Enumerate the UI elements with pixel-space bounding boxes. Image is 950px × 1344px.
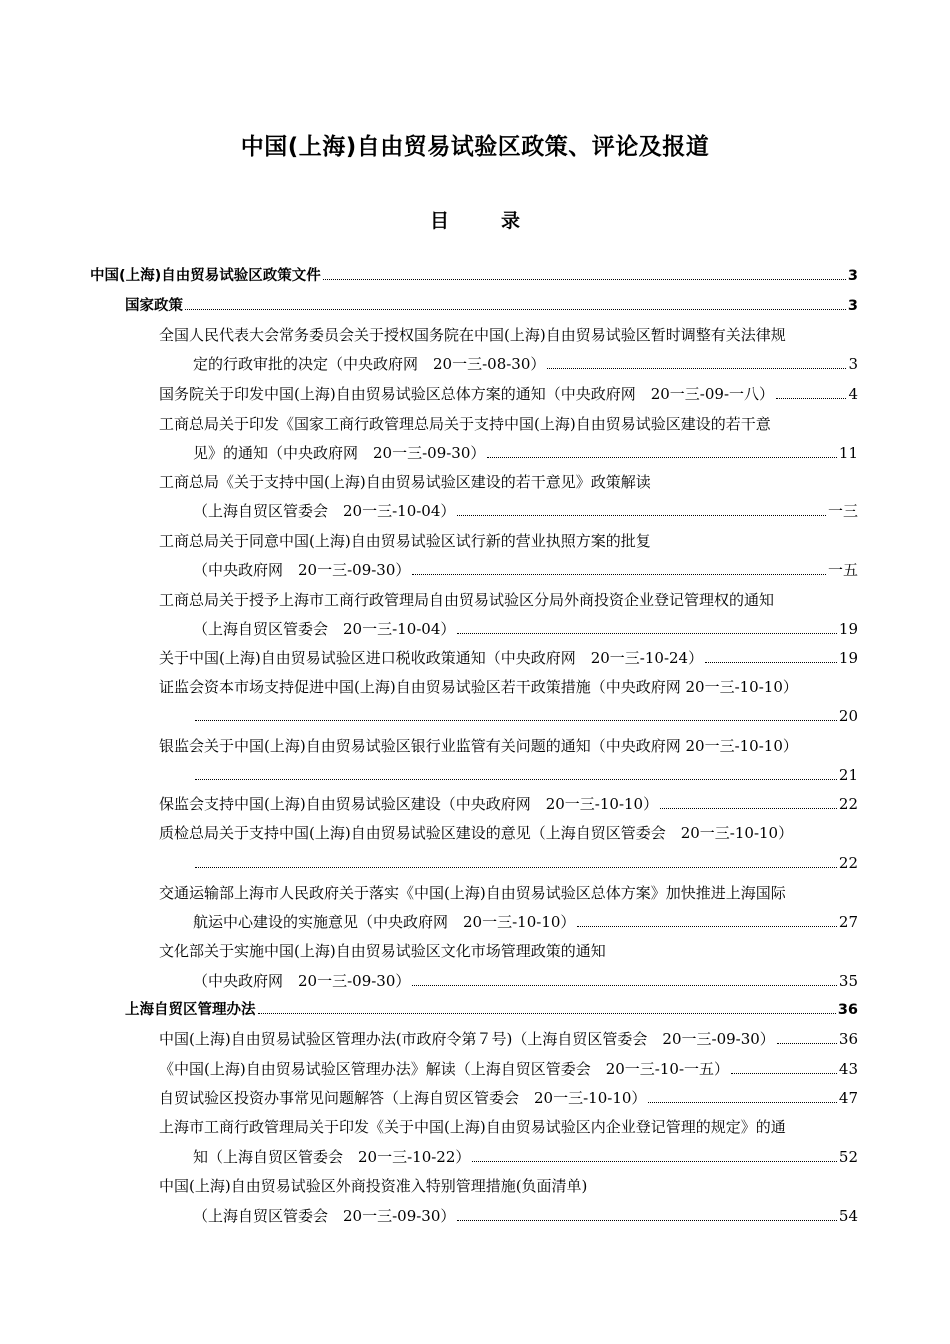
- toc-entry[interactable]: 自贸试验区投资办事常见问题解答（上海自贸区管委会 20一三-10-10） 47: [159, 1089, 858, 1107]
- toc-entry-text: 上海自贸区管理办法: [125, 1002, 256, 1018]
- toc-entry-line[interactable]: 交通运输部上海市人民政府关于落实《中国(上海)自由贸易试验区总体方案》加快推进上海国际: [159, 884, 786, 902]
- toc-entry[interactable]: [193, 853, 858, 873]
- toc-page-number: 54: [838, 1207, 858, 1225]
- toc-entry-line[interactable]: 质检总局关于支持中国(上海)自由贸易试验区建设的意见（上海自贸区管委会 20一三-10-10）: [159, 824, 794, 842]
- toc-page-number: 11: [838, 444, 858, 462]
- toc-entry[interactable]: （上海自贸区管委会 20一三-10-04） 19: [193, 620, 858, 638]
- toc-page-number: 一三: [827, 502, 858, 520]
- toc-entry[interactable]: 关于中国(上海)自由贸易试验区进口税收政策通知（中央政府网 20一三-10-24） 19: [159, 649, 858, 667]
- toc-entry-text: 国家政策: [125, 298, 183, 314]
- toc-page-number: 4: [848, 385, 858, 403]
- toc-entry[interactable]: [193, 706, 858, 726]
- toc-entry-line[interactable]: 工商总局《关于支持中国(上海)自由贸易试验区建设的若干意见》政策解读: [159, 473, 651, 491]
- toc-page-number: 27: [838, 913, 858, 931]
- toc-page-number: 36: [838, 1030, 858, 1048]
- toc-entry-shanghai-measures[interactable]: [125, 1000, 858, 1020]
- toc-entry-line[interactable]: 工商总局关于印发《国家工商行政管理总局关于支持中国(上海)自由贸易试验区建设的若干意: [159, 415, 771, 433]
- toc-entry[interactable]: 航运中心建设的实施意见（中央政府网 20一三-10-10） 27: [193, 913, 858, 931]
- toc-page-number: 35: [838, 972, 858, 990]
- toc-entry[interactable]: 保监会支持中国(上海)自由贸易试验区建设（中央政府网 20一三-10-10） 22: [159, 795, 858, 813]
- toc-entry[interactable]: （中央政府网 20一三-09-30） 一五: [193, 561, 858, 579]
- toc-page-number: 43: [838, 1060, 858, 1078]
- toc-entry-line[interactable]: 中国(上海)自由贸易试验区外商投资准入特别管理措施(负面清单): [159, 1177, 588, 1195]
- toc-entry[interactable]: 中国(上海)自由贸易试验区管理办法(市政府令第７号)（上海自贸区管委会 20一三-09-30） 36: [159, 1030, 858, 1048]
- toc-heading-char-1: 目: [429, 210, 449, 232]
- toc-entry-national-policy[interactable]: [125, 296, 858, 316]
- toc-page-number: 19: [838, 620, 858, 638]
- toc-page-number: 3: [847, 298, 858, 314]
- toc-entry-policy-files[interactable]: [90, 266, 858, 286]
- toc-entry-line[interactable]: 上海市工商行政管理局关于印发《关于中国(上海)自由贸易试验区内企业登记管理的规定》的通: [159, 1118, 786, 1136]
- toc-page-number: 3: [847, 268, 858, 284]
- toc-page-number: 21: [838, 766, 858, 784]
- toc-page-number: 20: [838, 707, 858, 725]
- toc-entry[interactable]: 知（上海自贸区管委会 20一三-10-22） 52: [193, 1148, 858, 1166]
- document-title: 中国(上海)自由贸易试验区政策、评论及报道: [240, 134, 710, 160]
- toc-entry-text: 中国(上海)自由贸易试验区政策文件: [90, 268, 321, 284]
- toc-page-number: 3: [848, 355, 858, 373]
- toc-entry-line[interactable]: 全国人民代表大会常务委员会关于授权国务院在中国(上海)自由贸易试验区暂时调整有关法律规: [159, 326, 786, 344]
- toc-entry-line[interactable]: 证监会资本市场支持促进中国(上海)自由贸易试验区若干政策措施（中央政府网 20一三-10-10）: [159, 678, 798, 696]
- toc-page-number: 52: [838, 1148, 858, 1166]
- toc-heading-char-2: 录: [501, 210, 521, 232]
- toc-page-number: 一五: [827, 561, 858, 579]
- toc-page-number: 36: [837, 1002, 858, 1018]
- toc-entry-line[interactable]: 银监会关于中国(上海)自由贸易试验区银行业监管有关问题的通知（中央政府网 20一三-10-10）: [159, 737, 798, 755]
- toc-page-number: 19: [838, 649, 858, 667]
- toc-entry[interactable]: （上海自贸区管委会 20一三-09-30） 54: [193, 1207, 858, 1225]
- toc-entry[interactable]: 定的行政审批的决定（中央政府网 20一三-08-30） 3: [193, 355, 858, 373]
- toc-entry[interactable]: （上海自贸区管委会 20一三-10-04） 一三: [193, 502, 858, 520]
- toc-entry-line[interactable]: 工商总局关于授予上海市工商行政管理局自由贸易试验区分局外商投资企业登记管理权的通知: [159, 591, 775, 609]
- toc-page-number: 47: [838, 1089, 858, 1107]
- toc-heading: [0, 206, 950, 233]
- toc-entry[interactable]: （中央政府网 20一三-09-30） 35: [193, 972, 858, 990]
- toc-page-number: 22: [838, 854, 858, 872]
- toc-entry-line[interactable]: 文化部关于实施中国(上海)自由贸易试验区文化市场管理政策的通知: [159, 942, 606, 960]
- toc-entry-line[interactable]: 工商总局关于同意中国(上海)自由贸易试验区试行新的营业执照方案的批复: [159, 532, 651, 550]
- toc-entry[interactable]: 《中国(上海)自由贸易试验区管理办法》解读（上海自贸区管委会 20一三-10-一五） 43: [159, 1060, 858, 1078]
- toc-entry[interactable]: [193, 765, 858, 785]
- toc-page-number: 22: [838, 795, 858, 813]
- toc-entry[interactable]: 国务院关于印发中国(上海)自由贸易试验区总体方案的通知（中央政府网 20一三-09-一八） 4: [159, 385, 858, 403]
- toc-entry[interactable]: 见》的通知（中央政府网 20一三-09-30） 11: [193, 444, 858, 462]
